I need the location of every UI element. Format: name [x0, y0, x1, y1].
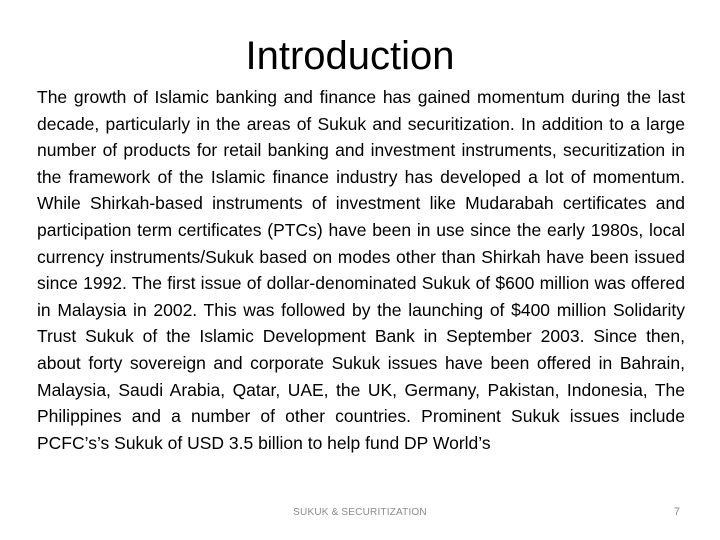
body-paragraph: The growth of Islamic banking and finance has gained momentum during the last decade, particularly in the areas of Sukuk and securitization. In addition to a large number of products for retail banking and investment instruments, securitization in the framework of the Islamic finance industry has developed a lot of momentum. While Shirkah-based instruments of investment like Mudarabah certificates and participation term certificates (PTCs) have been in use since the early 1980s, local currency instruments/Sukuk based on modes other than Shirkah have been issued since 1992. The first issue of dollar-denominated Sukuk of $600 million was offered in Malaysia in 2002. This was followed by the launching of $400 million Solidarity Trust Sukuk of the Islamic Development Bank in September 2003. Since then, about forty sovereign and corporate Sukuk issues have been offered in Bahrain, Malaysia, Saudi Arabia, Qatar, UAE, the UK, Germany, Pakistan, Indonesia, The Philippines and a number of other countries. Prominent Sukuk issues include PCFC’s’s Sukuk of USD 3.5 billion to help fund DP World’s	[37, 87, 685, 453]
page-number: 7	[673, 506, 680, 518]
slide-title: Introduction	[245, 34, 455, 78]
footer-text: SUKUK & SECURITIZATION	[293, 507, 427, 518]
